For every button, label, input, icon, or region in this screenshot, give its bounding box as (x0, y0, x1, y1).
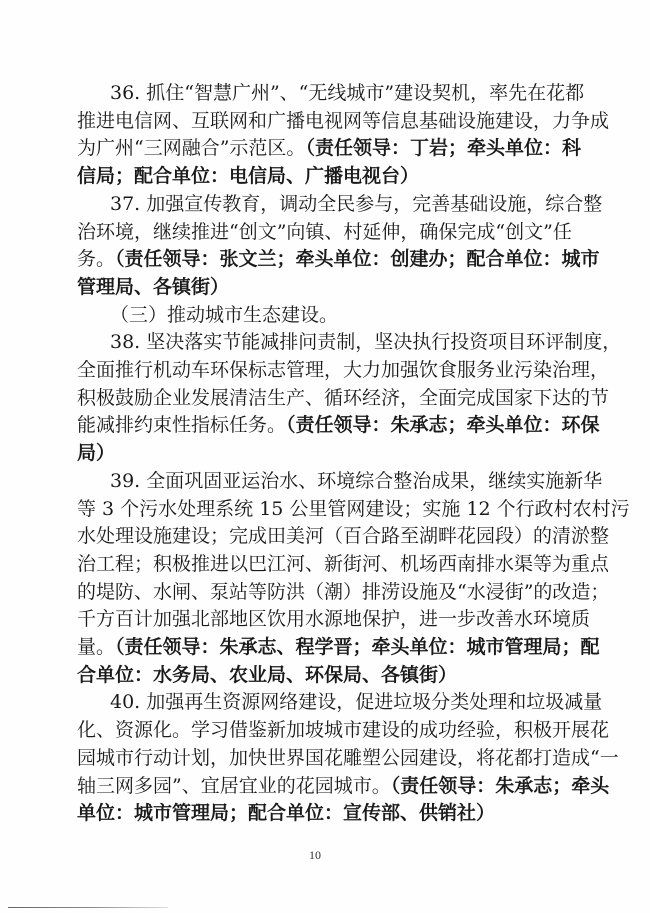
responsibility-text: 单位：城市管理局；配合单位：宣传部、供销社） (77, 802, 496, 825)
body-text: 积极鼓励企业发展清洁生产、循环经济，全面完成国家下达的节 (77, 386, 610, 409)
item-line (77, 439, 564, 467)
body-text: 轴三网多园”、宜居宜业的花园城市。 (77, 774, 391, 797)
body-text: 量。 (77, 636, 116, 658)
item-first-line (110, 79, 585, 107)
responsibility-text: （责任领导：丁岩；牵头单位：科 (305, 137, 581, 160)
item-line (77, 633, 600, 661)
item-line (77, 134, 581, 162)
item-line (77, 495, 630, 523)
item-line (77, 716, 610, 744)
body-text: 千方百计加强北部地区饮用水源地保护，进一步改善水环境质 (77, 608, 591, 631)
body-text: 等 3 个污水处理系统 15 公里管网建设；实施 12 个行政村农村污 (77, 497, 630, 520)
item-line (77, 411, 600, 439)
scan-artifact-line (8, 907, 168, 908)
responsibility-text: （责任领导：朱承志、程学晋；牵头单位：城市管理局；配 (115, 636, 600, 658)
body-text: 化、资源化。学习借鉴新加坡城市建设的成功经验，积极开展花 (77, 719, 610, 742)
responsibility-text: 管理局、各镇街） (77, 275, 230, 298)
item-line (77, 605, 591, 633)
responsibility-text: （责任领导：朱承志；牵头单位：环保 (286, 414, 600, 437)
item-line (77, 522, 610, 550)
body-text: 推进电信网、互联网和广播电视网等信息基础设施建设，力争成 (77, 109, 610, 132)
item-line (77, 245, 600, 273)
body-text: 治工程；积极推进以巴江河、新街河、机场西南排水渠等为重点 (77, 552, 610, 575)
body-text: 能减排约束性指标任务。 (77, 414, 287, 437)
item-line (77, 273, 564, 301)
body-text: 39. 全面巩固亚运治水、环境综合整治成果，继续实施新华 (110, 469, 603, 492)
body-text: 38. 坚决落实节能减排问责制，坚决执行投资项目环评制度， (110, 331, 622, 354)
responsibility-text: （责任领导：张文兰；牵头单位：创建办；配合单位：城市 (115, 248, 600, 271)
item-line (77, 218, 572, 246)
body-text: 务。 (77, 248, 116, 271)
page-number: 10 (309, 848, 321, 862)
item-line (77, 744, 619, 772)
body-text: 40. 加强再生资源网络建设，促进垃圾分类处理和垃圾减量 (110, 691, 603, 714)
item-line (77, 107, 610, 135)
section-heading: （三）推动城市生态建设。 (110, 303, 339, 326)
item-line (77, 356, 610, 384)
body-text: 37. 加强宣传教育，调动全民参与，完善基础设施，综合整 (110, 192, 603, 215)
item-first-line (110, 688, 603, 716)
item-line (77, 661, 564, 689)
body-text: 水处理设施建设；完成田美河（百合路至湖畔花园段）的清淤整 (77, 525, 610, 548)
item-line (77, 799, 564, 827)
responsibility-text: 局） (77, 442, 116, 465)
responsibility-text: 合单位：水务局、农业局、环保局、各镇街） (77, 663, 458, 686)
item-first-line (110, 467, 603, 495)
body-text: 的堤防、水闸、泵站等防洪（潮）排涝设施及“水浸街”的改造； (77, 580, 610, 603)
body-text: 治环境，继续推进“创文”向镇、村延伸，确保完成“创文”任 (77, 220, 572, 243)
item-line (77, 578, 610, 606)
body-text: 园城市行动计划，加快世界国花雕塑公园建设，将花都打造成“一 (77, 746, 619, 769)
item-first-line (110, 328, 622, 356)
body-text: 36. 抓住“智慧广州”、“无线城市”建设契机，率先在花都 (110, 82, 585, 104)
body-text: 全面推行机动车环保标志管理，大力加强饮食服务业污染治理， (77, 359, 610, 381)
item-line (77, 550, 610, 578)
responsibility-text: 信局；配合单位：电信局、广播电视台） (77, 165, 420, 188)
item-line (77, 384, 610, 412)
body-text: 为广州“三网融合”示范区。 (77, 137, 306, 160)
item-line (77, 162, 564, 190)
item-first-line (110, 190, 603, 218)
item-line (77, 772, 610, 800)
responsibility-text: （责任领导：朱承志；牵头 (390, 774, 610, 797)
